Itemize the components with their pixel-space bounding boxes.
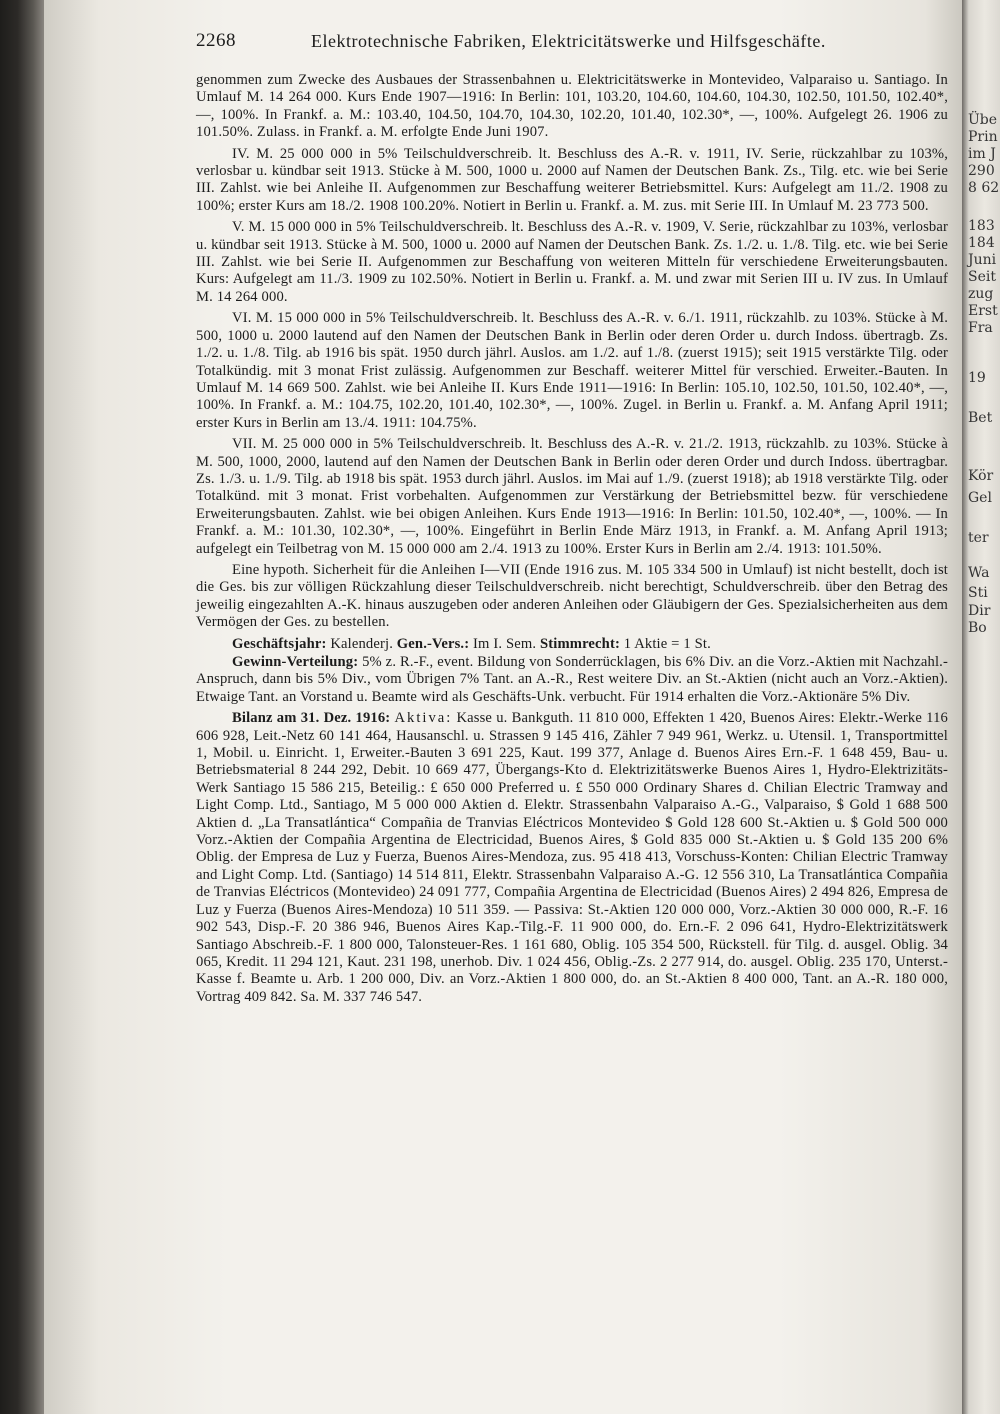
margin-fragment: Erst: [968, 303, 998, 319]
value-gen-vers: Im I. Sem.: [469, 635, 540, 652]
value-geschaeftsjahr: Kalenderj.: [326, 635, 397, 652]
adjacent-page-edge: [962, 0, 1000, 1414]
label-bilanz: Bilanz am 31. Dez. 1916:: [232, 710, 391, 727]
label-gen-vers: Gen.-Vers.:: [396, 635, 470, 652]
margin-fragment: zug: [968, 286, 994, 302]
paragraph-bilanz: [196, 710, 948, 1006]
margin-fragment: im J: [968, 146, 996, 162]
running-header: [196, 30, 896, 54]
paragraph-sicherheit: Eine hypoth. Sicherheit für die Anleihen I—VII (Ende 1916 zus. M. 105 334 500 in Umlauf) ist nicht bestellt, doch ist die Ges. bis zur völligen Rückzahlung dieser Teilschuldverschreib. nicht berechtigt, Schuldverschreib. über den Betrag des jeweilig eingezahlten A.-K. hinaus auszugeben oder anderen Anleihen oder Gläubigern der Ges. Spezialsicherheiten aus dem Vermögen der Ges. zu bestellen.: [196, 561, 948, 631]
margin-fragment: Fra: [968, 320, 993, 336]
paragraph-anleihe-v: V. M. 15 000 000 in 5% Teilschuldverschreib. lt. Beschluss des A.-R. v. 1909, V. Serie, rückzahlbar zu 103%, verlosbar u. kündbar seit 1913. Stücke à M. 500, 1000 u. 2000 auf Namen der Deutschen Bank. Zs. 1./2. u. 1./8. Tilg. etc. wie bei Serie III. Zahlst. wie bei Serie II. Aufgenommen zur Beschaffung von weiteren Mitteln für verschiedene Erweiterungsbauten. Kurs: Aufgelegt am 11./3. 1909 zu 102.50%. Notiert in Berlin u. Frankf. a. M. und zwar mit Serien III u. IV zus. In Umlauf M. 14 264 000.: [196, 219, 948, 305]
margin-fragment: Dir: [968, 603, 991, 619]
margin-fragment: Sti: [968, 585, 988, 601]
margin-fragment: 184: [968, 235, 995, 251]
margin-fragment: 19: [968, 370, 986, 386]
paragraph-anleihe-continued: genommen zum Zwecke des Ausbaues der Strassenbahnen u. Elektricitätswerke in Montevideo, Valparaiso u. Santiago. In Umlauf M. 14 264 000. Kurs Ende 1907—1916: In Berlin: 101, 103.20, 104.60, 104.60, 104.30, 102.50, 101.50, 102.40*, —, 100%. In Frankf. a. M.: 103.40, 104.50, 104.70, 104.30, 102.20, 101.40, 102.30*, —, 100%. Aufgelegt 26. 1906 zu 101.50%. Zulass. in Frankf. a. M. erfolgte Ende Juni 1907.: [196, 72, 948, 141]
margin-fragment: Bet: [968, 410, 993, 426]
margin-fragment: Wa: [968, 565, 990, 581]
paragraph-anleihe-vi: VI. M. 15 000 000 in 5% Teilschuldverschreib. lt. Beschluss des A.-R. v. 6./1. 1911, rückzahlb. zu 103%. Stücke à M. 500, 1000 u. 2000 lautend auf den Namen der Deutschen Bank in Berlin oder deren Order u. durch Indoss. übertragb. Zs. 1./2. u. 1./8. Tilg. ab 1916 bis spät. 1950 durch jährl. Auslos. am 1./2. auf 1./8. (zuerst 1915); seit 1915 verstärkte Tilg. oder Totalkündig. mit 3 monat Frist zulässig. Aufgenommen zur Beschaff. weiterer Mittel für verschied. Erweiter.-Bauten. In Umlauf M. 14 669 500. Zahlst. wie bei Anleihe II. Kurs Ende 1911—1916: In Berlin: 105.10, 102.50, 101.50, 102.40*, —, 100%. In Frankf. a. M.: 104.75, 102.20, 101.40, 102.30*, —, 100%. Zugel. in Berlin u. Frankf. a. M. Anfang April 1911; erster Kurs in Berlin am 13./4. 1911: 104.75%.: [196, 310, 948, 431]
margin-fragment: Kör: [968, 468, 994, 484]
margin-fragment: 290: [968, 163, 995, 179]
label-geschaeftsjahr: Geschäftsjahr:: [232, 635, 327, 652]
value-gewinn-verteilung: 5% z. R.-F., event. Bildung von Sonderrücklagen, bis 6% Div. an die Vorz.-Aktien mit Nachzahl.-Anspruch, dann bis 5% Div., vom Übrigen 7% Tant. an A.-R., Rest weitere Div. an St.-Aktien (nicht auch an Vorz.-Aktien). Etwaige Tant. an Vorstand u. Beamte wird als Geschäfts-Unk. verbucht. Für 1914 erhalten die Vorz.-Aktionäre 5% Div.: [196, 654, 948, 705]
paragraph-anleihe-vii: VII. M. 25 000 000 in 5% Teilschuldverschreib. lt. Beschluss des A.-R. v. 21./2. 1913, rückzahlb. zu 103%. Stücke à M. 500, 1000, 2000, lautend auf den Namen der Deutschen Bank in Berlin oder deren Order und durch Indoss. übertragbar. Zs. 1./3. u. 1./9. Tilg. ab 1918 bis spät. 1953 durch jährl. Auslos. im Mai auf 1./9. (zuerst 1918); ab 1918 verstärkte Tilg. oder Totalkünd. mit 3 monat. Frist vorbehalten. Aufgenommen zur Verstärkung der Betriebsmittel bezw. für verschiedene Erweiterungsbauten. Zahlst. wie bei obigen Anleihen. Kurs Ende 1913—1916: In Berlin: 101.50, 102.40*, —, 100%. — In Frankf. a. M.: 101.30, 102.30*, —, 100%. Eingeführt in Berlin Ende März 1913, in Frankf. a. M. Anfang April 1913; aufgelegt ein Teilbetrag von M. 15 000 000 am 2./4. 1913 zu 100%. Erster Kurs in Berlin am 2./4. 1913: 101.50%.: [196, 436, 948, 557]
page-body: [196, 72, 948, 1007]
margin-fragment: Bo: [968, 620, 987, 636]
margin-fragment: 8 62: [968, 180, 1000, 196]
margin-fragment: Prin: [968, 129, 998, 145]
label-gewinn-verteilung: Gewinn-Verteilung:: [232, 654, 359, 670]
value-stimmrecht: 1 Aktie = 1 St.: [619, 635, 711, 652]
paragraph-gewinn-verteilung: [196, 654, 948, 706]
margin-fragment: Juni: [968, 252, 997, 268]
paragraph-geschaeftsjahr: [196, 636, 948, 653]
label-stimmrecht: Stimmrecht:: [539, 635, 620, 652]
book-gutter: [0, 0, 44, 1414]
margin-fragment: Gel: [968, 490, 992, 506]
paragraph-anleihe-iv: IV. M. 25 000 000 in 5% Teilschuldverschreib. lt. Beschluss des A.-R. v. 1911, IV. Serie, rückzahlbar zu 103%, verlosbar u. kündbar seit 1913. Stücke à M. 500, 1000 u. 2000 auf Namen der Deutschen Bank. Zs., Tilg. etc. wie bei Serie III. Zahlst. wie bei Anleihe II. Aufgenommen zur Beschaffung weiterer Betriebsmittel. Kurs: Aufgelegt am 11./2. 1908 zu 100%; erster Kurs am 18./2. 1908 100.20%. Notiert in Berlin u. Frankf. a. M. zus. mit Serie III. In Umlauf M. 23 773 500.: [196, 145, 948, 214]
margin-fragment: 183: [968, 218, 995, 234]
margin-fragment: ter: [968, 530, 989, 546]
margin-fragment: Übe: [968, 112, 998, 128]
margin-fragment: Seit: [968, 269, 996, 285]
value-bilanz: Kasse u. Bankguth. 11 810 000, Effekten 1 420, Buenos Aires: Elektr.-Werke 116 606 928, Leit.-Netz 60 141 464, Hausanschl. u. Strassen 9 145 416, Zähler 7 949 961, Werkz. u. Utensil. 1, Transportmittel 1, Mobil. u. Einricht. 1, Erweiter.-Bauten 3 691 225, Kaut. 199 377, Anlage d. Buenos Aires Ern.-F. 1 648 459, Bau- u. Betriebsmaterial 8 244 292, Debit. 10 669 477, Übergangs-Kto d. Elektrizitätswerke Buenos Aires 1, Hydro-Elektrizitäts-Werk Santiago 15 586 215, Beteilig.: £ 650 000 Preferred u. £ 550 000 Ordinary Shares d. Chilian Electric Tramway and Light Comp. Ltd., Santiago, M 5 000 000 Aktien d. Elektr. Strassenbahn Valparaiso A.-G., Valparaiso, $ Gold 1 688 500 Aktien d. „La Transatlántica“ Compañia de Tranvias Eléctricos Montevideo $ Gold 128 600 St.-Aktien u. $ Gold 500 000 Vorz.-Aktien der Compañia Argentina de Electricidad, Buenos Aires, $ Gold 835 000 St.-Aktien u. $ Gold 135 200 6% Oblig. der Empresa de Luz y Fuerza, Buenos Aires-Mendoza, zus. 95 418 413, Vorschuss-Konten: Chilian Electric Tramway and Light Comp. Ltd. (Santiago) 14 514 811, Elektr. Strassenbahn Valparaiso A.-G. 12 556 310, La Transatlántica Compañia de Tranvias Eléctricos (Montevideo) 24 091 777, Compañia Argentina de Electricidad (Buenos Aires) 2 494 826, Empresa de Luz y Fuerza (Buenos Aires-Mendoza) 10 511 359. — Passiva: St.-Aktien 120 000 000, Vorz.-Aktien 30 000 000, R.-F. 16 902 543, Disp.-F. 20 386 946, Buenos Aires Kap.-Tilg.-F. 11 900 000, do. Ern.-F. 2 096 641, Hydro-Elektrizitätswerk Santiago Abschreib.-F. 1 800 000, Talonsteuer-Res. 1 161 680, Oblig. 105 354 500, Rückstell. für Tilg. d. ausgel. Oblig. 34 065, Kredit. 11 294 121, Kaut. 231 198, unerhob. Div. 1 024 456, Oblig.-Zs. 2 277 914, do. ausgel. Oblig. 235 170, Unterst.-Kasse f. Beamte u. Arb. 1 200 000, Div. an Vorz.-Aktien 1 800 000, do. an St.-Aktien 8 400 000, Tant. an A.-R. 180 000, Vortrag 409 842. Sa. M. 337 746 547.: [196, 710, 948, 1005]
label-aktiva: Aktiva:: [394, 710, 453, 727]
running-title: Elektrotechnische Fabriken, Elektricitätswerke und Hilfsgeschäfte.: [311, 31, 826, 51]
page-number: 2268: [196, 30, 236, 51]
